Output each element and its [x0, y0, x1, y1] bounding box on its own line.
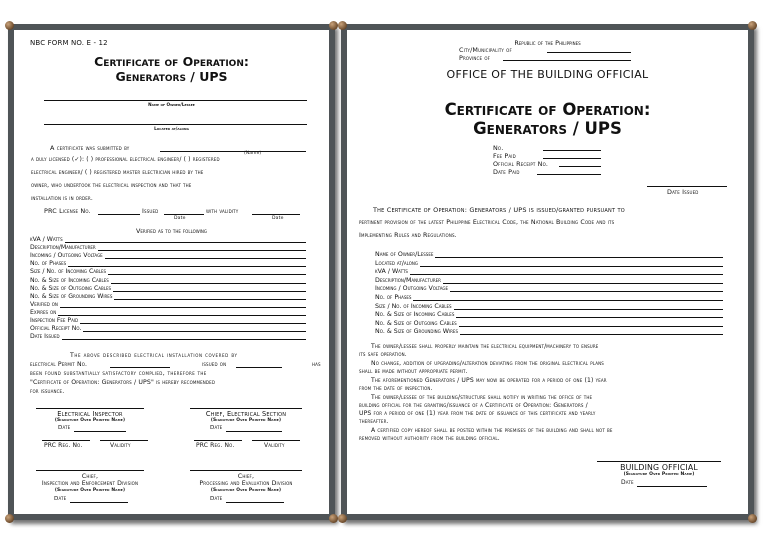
verified-field-row: [30, 252, 306, 259]
sig2-line: [190, 408, 302, 409]
certificate-field-row: [375, 285, 723, 292]
condition4-line3: UPS for a period of one (1) year from the date of issuance of this certificate and yearly: [359, 410, 596, 417]
condition5-line1: A certified copy hereof shall be posted within the premises of the building and shall not be: [371, 427, 613, 434]
permit-no-line: [110, 367, 170, 368]
verified-field-line: [65, 236, 306, 243]
verified-field-label: Description/Manufacturer: [30, 244, 96, 252]
recommend-para-line4: "Certificate of Operation: Generators / UPS" is hereby recommended: [30, 379, 216, 386]
certificate-field-row: [375, 294, 723, 301]
sig1-date-line: [74, 431, 126, 432]
duly-licensed-line3: owner, who undertook the electrical inspection and that the: [31, 182, 192, 189]
building-official-date-label: Date: [621, 479, 634, 486]
verified-field-line: [80, 317, 306, 324]
condition2-line2: shall be made without appropriate permit.: [359, 368, 468, 375]
sig1-date-label: Date: [58, 425, 71, 431]
sig2-subcaption: (Signature Over Printed Name): [210, 418, 282, 423]
sig3-date-line: [70, 502, 128, 503]
building-official-title: BUILDING OFFICIAL: [620, 463, 698, 472]
sig1-subcaption: (Signature Over Printed Name): [54, 418, 126, 423]
prc-reg1-line: [42, 440, 90, 441]
intro-line1: The Certificate of Operation: Generators / UPS is issued/granted pursuant to: [373, 206, 625, 214]
prc-reg1-label: PRC Reg. No.: [44, 442, 83, 449]
rivet-icon: [329, 514, 338, 523]
certificate-field-label: Incoming / Outgoing Voltage: [375, 285, 449, 293]
certificate-field-line: [435, 251, 723, 258]
condition4-line2: building official for the granting/issuance of a Certificate of Operation: Generators /: [359, 402, 588, 409]
certificate-field-line: [456, 311, 723, 318]
date-paid-line: [537, 174, 601, 175]
condition3-line2: from the date of inspection.: [359, 385, 433, 392]
certificate-field-label: Located at/along: [375, 259, 418, 267]
certificate-title-line2: Generators / UPS: [115, 69, 228, 84]
verified-field-line: [105, 252, 306, 259]
no-line: [543, 150, 601, 151]
certificate-field-line: [443, 277, 723, 284]
verified-header: Verified as to the following: [135, 227, 208, 235]
office-header: OFFICE OF THE BUILDING OFFICIAL: [446, 68, 649, 81]
certificate-field-label: Size / No. of Incoming Cables: [375, 302, 452, 310]
certificate-field-label: No. & Size of Grounding Wires: [375, 328, 459, 336]
sig3-line: [36, 470, 144, 471]
fee-paid-label: Fee Paid: [493, 152, 516, 160]
validity-line: [252, 214, 300, 215]
sig3-date-label: Date: [54, 496, 67, 502]
issued-label: Issued: [142, 207, 159, 215]
certificate-field-line: [410, 268, 723, 275]
verified-field-line: [111, 277, 306, 284]
verified-field-label: Size / No. of Incoming Cables: [30, 268, 107, 276]
validity2-line: [252, 440, 300, 441]
certificate-field-label: No. & Size of Incoming Cables: [375, 311, 455, 319]
date-caption-1: Date: [174, 216, 186, 221]
certificate-field-row: [375, 251, 723, 258]
location-caption: Located at/along: [154, 126, 189, 131]
official-receipt-label: Official Receipt No.: [493, 160, 549, 168]
verified-field-row: [30, 244, 306, 251]
duly-licensed-line1: a duly licensed (✓): ( ) professional electrical engineer/ ( ) registered: [31, 156, 220, 163]
rivet-icon: [748, 21, 757, 30]
rivet-icon: [5, 514, 14, 523]
verified-field-row: [30, 293, 306, 300]
sig3-subcaption: (Signature Over Printed Name): [54, 488, 126, 493]
location-line: [44, 124, 307, 125]
verified-field-row: [30, 277, 306, 284]
certificate-field-row: [375, 328, 723, 335]
sig2-date-line: [226, 431, 282, 432]
left-certificate-paper: [14, 30, 329, 514]
rivet-icon: [748, 514, 757, 523]
has-label: has: [312, 361, 321, 368]
sig1-line: [36, 408, 144, 409]
rivet-icon: [329, 21, 338, 30]
rivet-icon: [338, 514, 347, 523]
city-label: City/Municipality of: [459, 46, 512, 54]
sig4-subcaption: (Signature Over Printed Name): [210, 488, 282, 493]
left-certificate-panel: [8, 24, 335, 520]
verified-field-label: kVA / Watts: [30, 236, 63, 243]
verified-field-label: No. & Size of Outgoing Cables: [30, 284, 112, 292]
condition1-line2: its safe operation.: [359, 351, 407, 358]
permit-no-label: electrical Permit No.: [30, 361, 88, 368]
certificate-field-line: [460, 328, 723, 335]
certificate-field-label: No. & Size of Outgoing Cables: [375, 319, 457, 327]
certificate-field-line: [454, 303, 723, 310]
certificate-field-row: [375, 260, 723, 267]
certificate-field-row: [375, 320, 723, 327]
certificate-field-label: Name of Owner/Lessee: [375, 251, 434, 258]
condition5-line2: removed without authority from the building official.: [359, 435, 500, 442]
duly-licensed-line2: electrical engineer/ ( ) registered master electrician hired by the: [31, 169, 204, 176]
submitted-by-label: A certificate was submitted by: [50, 144, 130, 152]
fee-paid-line: [543, 158, 601, 159]
republic-header: Republic of the Philippines: [514, 39, 581, 47]
certificate-field-row: [375, 311, 723, 318]
condition4-line4: thereafter.: [359, 418, 389, 425]
sig4-title-line1: Chief,: [237, 472, 255, 480]
verified-field-label: Expires on: [30, 308, 57, 316]
verified-field-label: No. of Phases: [30, 260, 67, 268]
building-official-date-line: [637, 486, 707, 487]
verified-field-row: [30, 333, 306, 340]
prc-license-line: [98, 214, 140, 215]
certificate-title-line1: Certificate of Operation:: [94, 54, 249, 69]
certificate-title-line1: Certificate of Operation:: [444, 100, 651, 119]
certificate-field-row: [375, 277, 723, 284]
verified-field-line: [108, 268, 306, 275]
condition2-line1: No change, addition of upgrading/alteration deviating from the original electrical plans: [371, 360, 604, 367]
sig4-title-line2: Processing and Evaluation Division: [199, 480, 293, 487]
verified-field-row: [30, 325, 306, 332]
verified-field-line: [58, 309, 306, 316]
duly-licensed-line4: installation is in order.: [31, 195, 93, 202]
sig2-title: Chief, Electrical Section: [205, 410, 287, 418]
sig3-title-line1: Chief,: [81, 472, 99, 480]
recommend-para-line5: for issuance.: [30, 388, 65, 395]
verified-field-label: No. & Size of Incoming Cables: [30, 276, 109, 284]
sig2-date-label: Date: [210, 425, 223, 431]
right-certificate-panel: [341, 24, 754, 520]
verified-field-label: Inspection Fee Paid: [30, 317, 79, 324]
certificate-field-line: [459, 320, 723, 327]
issued-on-label: issued on: [202, 361, 227, 368]
form-number: NBC FORM NO. E - 12: [30, 39, 108, 47]
certificate-field-row: [375, 268, 723, 275]
verified-field-label: No. & Size of Grounding Wires: [30, 292, 113, 300]
issued-line: [164, 214, 204, 215]
verified-field-row: [30, 268, 306, 275]
condition1-line1: The owner/lessee shall properly maintain the electrical equipment/machinery to ensure: [371, 343, 599, 350]
certificate-title-line2: Generators / UPS: [473, 119, 622, 138]
name-caption: (Name): [244, 151, 262, 156]
prc-reg2-label: PRC Reg. No.: [196, 442, 235, 449]
sig4-date-line: [226, 502, 284, 503]
no-label: No.: [493, 144, 504, 152]
certificate-field-line: [450, 285, 723, 292]
verified-field-label: Official Receipt No.: [30, 325, 82, 333]
certificate-field-line: [413, 294, 723, 301]
verified-field-row: [30, 301, 306, 308]
official-receipt-line: [559, 166, 601, 167]
recommend-para-line3: been found substantially satisfactory complied, therefore the: [30, 370, 207, 377]
verified-field-label: Incoming / Outgoing Voltage: [30, 252, 103, 260]
verified-field-row: [30, 309, 306, 316]
verified-field-line: [60, 301, 306, 308]
issued-on-line: [236, 367, 282, 368]
province-line: [503, 60, 631, 61]
certificate-field-label: Description/Manufacturer: [375, 276, 441, 284]
date-issued-label: Date Issued: [667, 188, 699, 196]
intro-line2: pertinent provision of the latest Philippine Electrical Code, the National Building Code and its: [359, 219, 615, 226]
prc-reg2-line: [194, 440, 242, 441]
verified-field-line: [114, 293, 306, 300]
verified-field-label: Date Issued: [30, 333, 60, 341]
rivet-icon: [5, 21, 14, 30]
province-label: Province of: [459, 54, 491, 62]
intro-line3: Implementing Rules and Regulations.: [359, 232, 457, 239]
verified-field-line: [83, 325, 306, 332]
owner-caption: Name of Owner/Lessee: [148, 102, 195, 107]
with-validity-label: with validity: [206, 207, 239, 215]
sig3-title-line2: Inspection and Enforcement Division: [41, 480, 139, 487]
city-line: [547, 52, 631, 53]
validity1-line: [100, 440, 148, 441]
owner-line: [44, 100, 307, 101]
certificate-field-row: [375, 303, 723, 310]
verified-field-label: Verified on: [30, 300, 58, 308]
validity1-label: Validity: [110, 442, 131, 449]
date-issued-line: [647, 186, 727, 187]
certificate-field-label: kVA / Watts: [375, 268, 408, 276]
validity2-label: Validity: [264, 442, 285, 449]
sig1-title: Electrical Inspector: [57, 410, 123, 418]
date-caption-2: Date: [272, 216, 284, 221]
condition3-line1: The aforementioned Generators / UPS may now be operated for a period of one (1) year: [371, 377, 607, 384]
rivet-icon: [338, 21, 347, 30]
prc-license-label: PRC License No.: [44, 207, 91, 215]
sig4-date-label: Date: [210, 496, 223, 502]
date-paid-label: Date Paid: [493, 168, 520, 176]
building-official-signature-line: [597, 461, 721, 462]
building-official-subcaption: (Signature Over Printed Name): [623, 472, 695, 477]
condition4-line1: The owner/lessee of the building/structure shall notify in writing the office of the: [371, 394, 593, 401]
verified-field-row: [30, 285, 306, 292]
submitted-by-line: [160, 151, 306, 152]
verified-field-row: [30, 236, 306, 243]
verified-field-row: [30, 260, 306, 267]
certificate-field-label: No. of Phases: [375, 294, 412, 301]
verified-field-line: [68, 260, 306, 267]
certificate-field-line: [420, 260, 723, 267]
sig4-line: [190, 470, 302, 471]
right-certificate-paper: [347, 30, 748, 514]
verified-field-line: [113, 285, 306, 292]
verified-field-line: [98, 244, 306, 251]
verified-field-row: [30, 317, 306, 324]
recommend-para-line1: The above described electrical installation covered by: [70, 352, 238, 359]
verified-field-line: [62, 333, 306, 340]
